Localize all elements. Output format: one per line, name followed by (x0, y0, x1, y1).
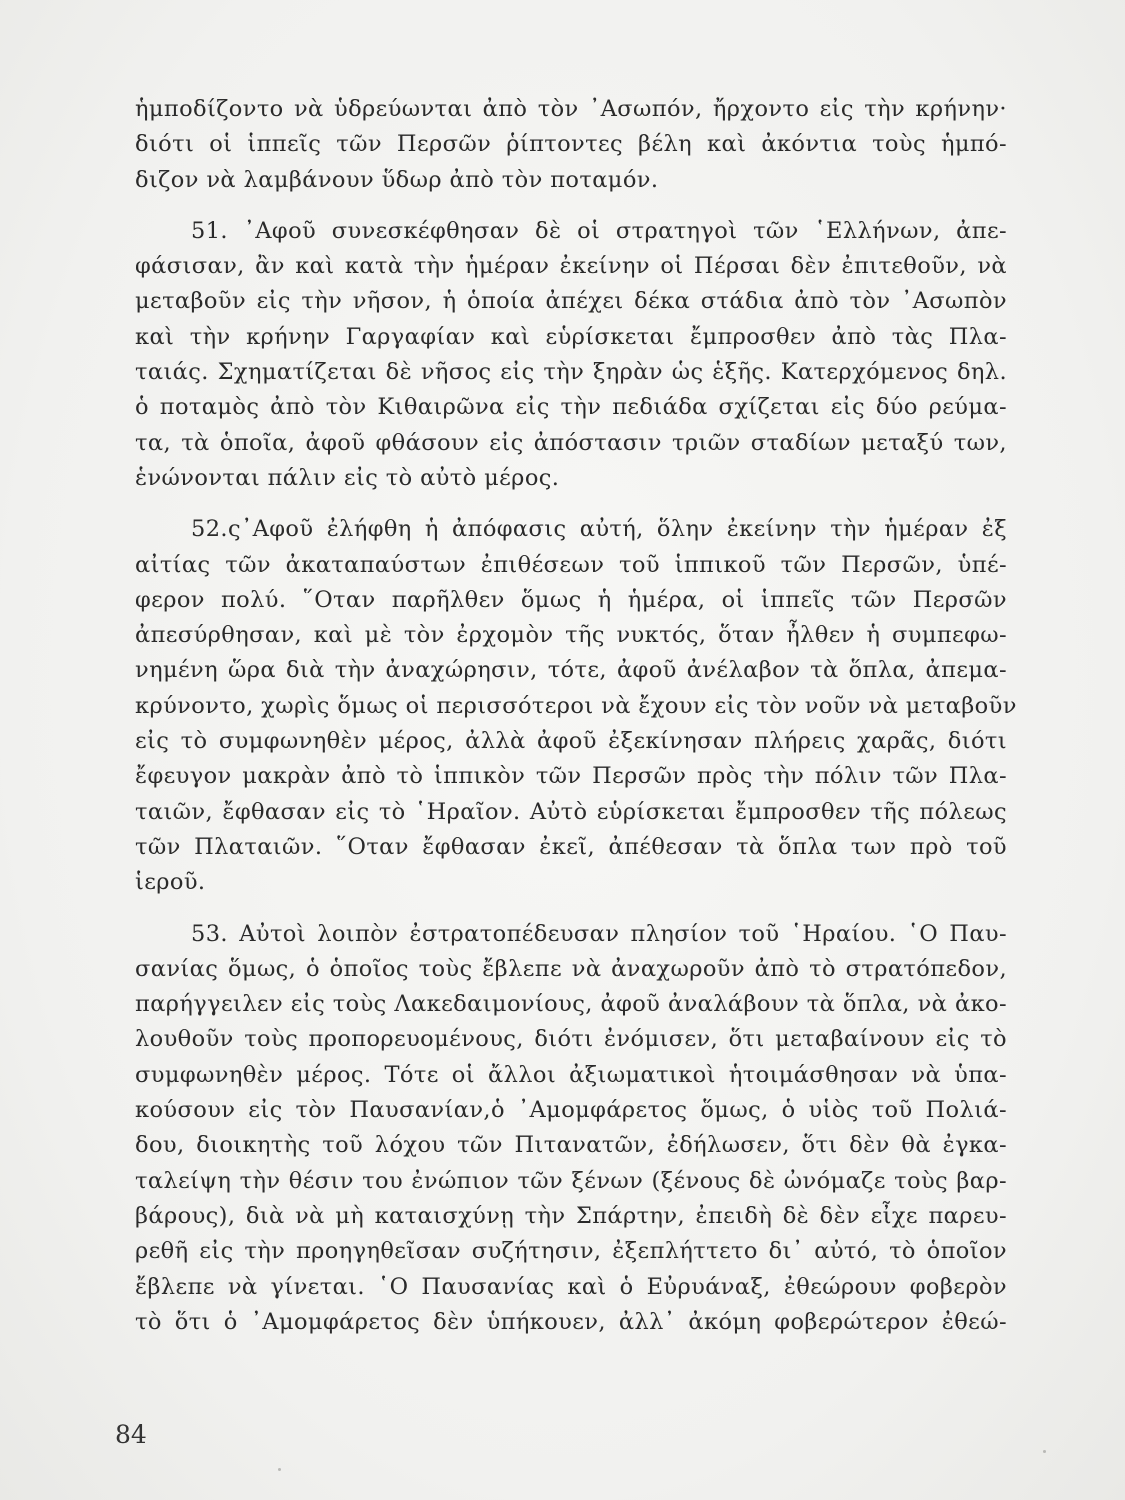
text-line: καὶ τὴν κρήνην Γαργαφίαν καὶ εὑρίσκεται ἔμπροσθεν ἀπὸ τὰς Πλα- (135, 323, 1007, 350)
text-line: ταιάς. Σχηματίζεται δὲ νῆσος εἰς τὴν ξηρὰν ὡς ἑξῆς. Κατερχόμενος δηλ. (135, 359, 1007, 386)
body-text (135, 92, 1017, 1340)
text-line: τα, τὰ ὁποῖα, ἀφοῦ φθάσουν εἰς ἀπόστασιν τριῶν σταδίων μεταξύ των, (135, 429, 1007, 456)
text-line: δου, διοικητὴς τοῦ λόχου τῶν Πιτανατῶν, ἐδήλωσεν, ὅτι δὲν θὰ ἐγκα- (135, 1132, 1007, 1159)
paragraph-53 (135, 917, 1007, 1341)
text-line: ἔφευγον μακρὰν ἀπὸ τὸ ἱππικὸν τῶν Περσῶν πρὸς τὴν πόλιν τῶν Πλα- (135, 763, 1007, 790)
text-line: 51. ᾿Αφοῦ συνεσκέφθησαν δὲ οἱ στρατηγοὶ τῶν ῾Ελλήνων, ἀπε- (191, 217, 1007, 244)
text-line: ρεθῆ εἰς τὴν προηγηθεῖσαν συζήτησιν, ἐξεπλήττετο δι᾿ αὐτό, τὸ ὁποῖον (135, 1238, 1007, 1265)
text-line: κρύνοντο, χωρὶς ὅμως οἱ περισσότεροι νὰ ἔχουν εἰς τὸν νοῦν νὰ μεταβοῦν (135, 692, 1017, 719)
text-line: σανίας ὅμως, ὁ ὁποῖος τοὺς ἔβλεπε νὰ ἀναχωροῦν ἀπὸ τὸ στρατόπεδον, (135, 955, 1007, 982)
text-line: 53. Αὐτοὶ λοιπὸν ἐστρατοπέδευσαν πλησίον τοῦ ῾Ηραίου. ῾Ο Παυ- (191, 920, 1007, 947)
text-line: συμφωνηθὲν μέρος. Τότε οἱ ἄλλοι ἀξιωματικοὶ ἡτοιμάσθησαν νὰ ὑπα- (135, 1061, 1007, 1088)
text-line: ἱεροῦ. (135, 869, 206, 896)
text-line: ἀπεσύρθησαν, καὶ μὲ τὸν ἐρχομὸν τῆς νυκτός, ὅταν ἦλθεν ἡ συμπεφω- (135, 622, 1007, 649)
text-line: μεταβοῦν εἰς τὴν νῆσον, ἡ ὁποία ἀπέχει δέκα στάδια ἀπὸ τὸν ᾿Ασωπὸν (135, 288, 1007, 315)
paper-speck (278, 1468, 281, 1471)
paragraph-52 (135, 512, 1017, 900)
text-line: ἡμποδίζοντο νὰ ὑδρεύωνται ἀπὸ τὸν ᾿Ασωπόν, ἤρχοντο εἰς τὴν κρήνην· (135, 96, 1007, 122)
text-line: διότι οἱ ἱππεῖς τῶν Περσῶν ῥίπτοντες βέλη καὶ ἀκόντια τοὺς ἡμπό- (135, 131, 1007, 158)
text-line: 52.ς᾿Αφοῦ ἐλήφθη ἡ ἀπόφασις αὐτή, ὅλην ἐκείνην τὴν ἡμέραν ἐξ (191, 516, 1007, 543)
paper-speck (1043, 1450, 1046, 1453)
text-line: κούσουν εἰς τὸν Παυσανίαν,ὁ ᾿Αμομφάρετος ὅμως, ὁ υἱὸς τοῦ Πολιά- (135, 1097, 1007, 1124)
text-line: βάρους), διὰ νὰ μὴ καταισχύνῃ τὴν Σπάρτην, ἐπειδὴ δὲ δὲν εἶχε παρευ- (135, 1202, 1007, 1229)
text-line: νημένη ὥρα διὰ τὴν ἀναχώρησιν, τότε, ἀφοῦ ἀνέλαβον τὰ ὅπλα, ἀπεμα- (135, 657, 1007, 684)
text-line: φερον πολύ. ῞Οταν παρῆλθεν ὅμως ἡ ἡμέρα, οἱ ἱππεῖς τῶν Περσῶν (135, 586, 1007, 613)
text-line: ὁ ποταμὸς ἀπὸ τὸν Κιθαιρῶνα εἰς τὴν πεδιάδα σχίζεται εἰς δύο ρεύμα- (135, 394, 1007, 421)
text-line: φάσισαν, ἂν καὶ κατὰ τὴν ἡμέραν ἐκείνην οἱ Πέρσαι δὲν ἐπιτεθοῦν, νὰ (135, 253, 1007, 280)
text-line: αἰτίας τῶν ἀκαταπαύστων ἐπιθέσεων τοῦ ἱππικοῦ τῶν Περσῶν, ὑπέ- (135, 551, 1007, 578)
paragraph-51 (135, 214, 1007, 496)
text-line: ἔβλεπε νὰ γίνεται. ῾Ο Παυσανίας καὶ ὁ Εὐρυάναξ, ἐθεώρουν φοβερὸν (135, 1273, 1007, 1300)
text-line: ταλείψη τὴν θέσιν του ἐνώπιον τῶν ξένων (ξένους δὲ ὠνόμαζε τοὺς βαρ- (135, 1167, 1007, 1194)
text-line: λουθοῦν τοὺς προπορευομένους, διότι ἐνόμισεν, ὅτι μεταβαίνουν εἰς τὸ (135, 1026, 1007, 1053)
text-line: εἰς τὸ συμφωνηθὲν μέρος, ἀλλὰ ἀφοῦ ἐξεκίνησαν πλήρεις χαρᾶς, διότι (135, 728, 1007, 755)
text-line: ἑνώνονται πάλιν εἰς τὸ αὐτὸ μέρος. (135, 464, 560, 491)
page-number: 84 (115, 1420, 147, 1449)
text-line: παρήγγειλεν εἰς τοὺς Λακεδαιμονίους, ἀφοῦ ἀναλάβουν τὰ ὅπλα, νὰ ἀκο- (135, 991, 1007, 1018)
paragraph-continuation (135, 92, 1007, 198)
text-line: διζον νὰ λαμβάνουν ὕδωρ ἀπὸ τὸν ποταμόν. (135, 166, 659, 193)
text-line: τὸ ὅτι ὁ ᾿Αμομφάρετος δὲν ὑπήκουεν, ἀλλ᾿ ἀκόμη φοβερώτερον ἐθεώ- (135, 1308, 1007, 1335)
text-line: ταιῶν, ἔφθασαν εἰς τὸ ῾Ηραῖον. Αὐτὸ εὑρίσκεται ἔμπροσθεν τῆς πόλεως (135, 798, 1007, 825)
text-line: τῶν Πλαταιῶν. ῞Οταν ἔφθασαν ἐκεῖ, ἀπέθεσαν τὰ ὅπλα των πρὸ τοῦ (135, 833, 1007, 860)
